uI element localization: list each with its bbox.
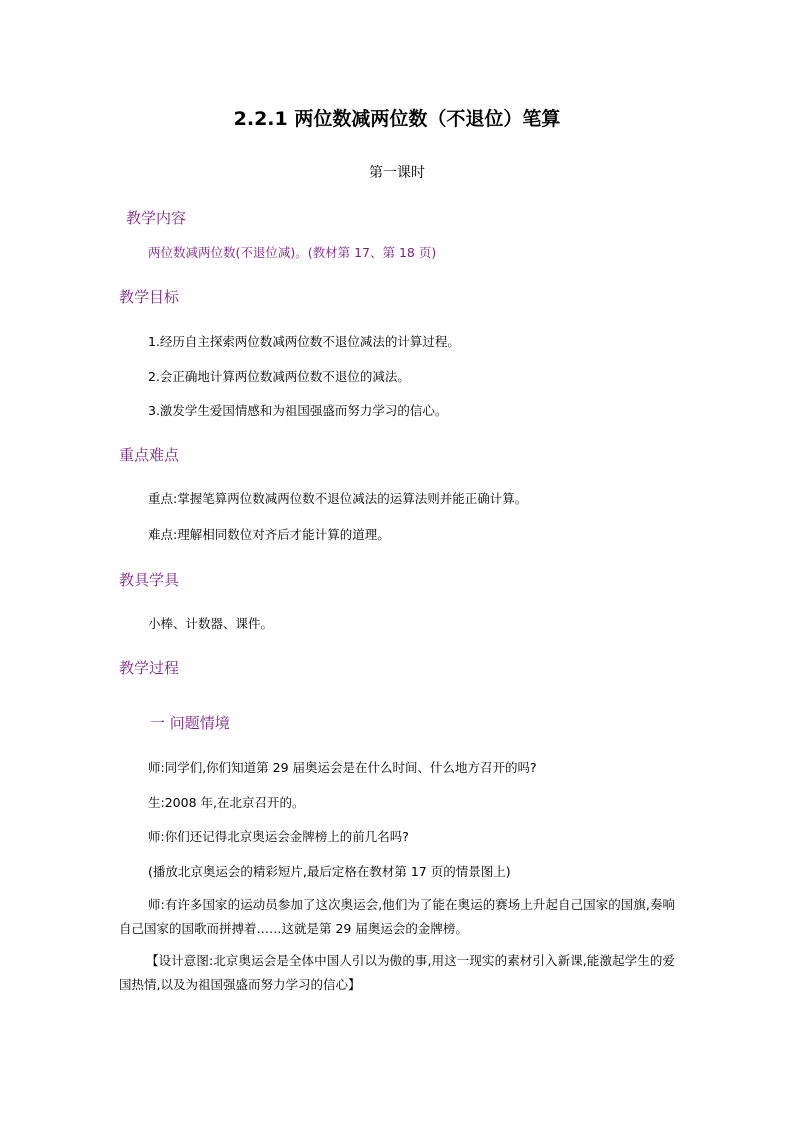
dialogue-line-3: 师:你们还记得北京奥运会金牌榜上的前几名吗? [148, 829, 409, 844]
section-heading-process: 教学过程 [119, 659, 180, 677]
dialogue-line-1: 师:同学们,你们知道第 29 届奥运会是在什么时间、什么地方召开的吗? [148, 760, 537, 775]
section-heading-content: 教学内容 [126, 209, 187, 227]
section-heading-goals: 教学目标 [119, 288, 180, 306]
goal-item-3: 3.激发学生爱国情感和为祖国强盛而努力学习的信心。 [148, 403, 448, 418]
tools-text: 小棒、计数器、课件。 [148, 616, 274, 631]
goal-item-2: 2.会正确地计算两位数减两位数不退位的减法。 [148, 369, 410, 384]
keypoint-item-2: 难点:理解相同数位对齐后才能计算的道理。 [148, 527, 390, 542]
content-text: 两位数减两位数(不退位减)。(教材第 17、第 18 页) [148, 245, 437, 260]
keypoint-item-1: 重点:掌握笔算两位数减两位数不退位减法的运算法则并能正确计算。 [148, 491, 528, 506]
narration-paragraph: 师:有许多国家的运动员参加了这次奥运会,他们为了能在奥运的赛场上升起自己国家的国旗,奏响自己国家的国歌而拼搏着……这就是第 29 届奥运会的金牌榜。 [119, 897, 675, 936]
dialogue-line-4: (播放北京奥运会的精彩短片,最后定格在教材第 17 页的情景图上) [148, 864, 511, 879]
design-note-paragraph: 【设计意图:北京奥运会是全体中国人引以为傲的事,用这一现实的素材引入新课,能激起学生的爱国热情,以及为祖国强盛而努力学习的信心】 [119, 953, 675, 992]
section-heading-tools: 教具学具 [119, 571, 180, 589]
process-subheading: 一 问题情境 [150, 714, 230, 732]
dialogue-line-2: 生:2008 年,在北京召开的。 [148, 795, 305, 810]
page-subtitle: 第一课时 [369, 165, 425, 181]
goal-item-1: 1.经历自主探索两位数减两位数不退位减法的计算过程。 [148, 334, 460, 349]
section-heading-keypoints: 重点难点 [119, 446, 180, 464]
page-title: 2.2.1 两位数减两位数（不退位）笔算 [233, 108, 561, 130]
